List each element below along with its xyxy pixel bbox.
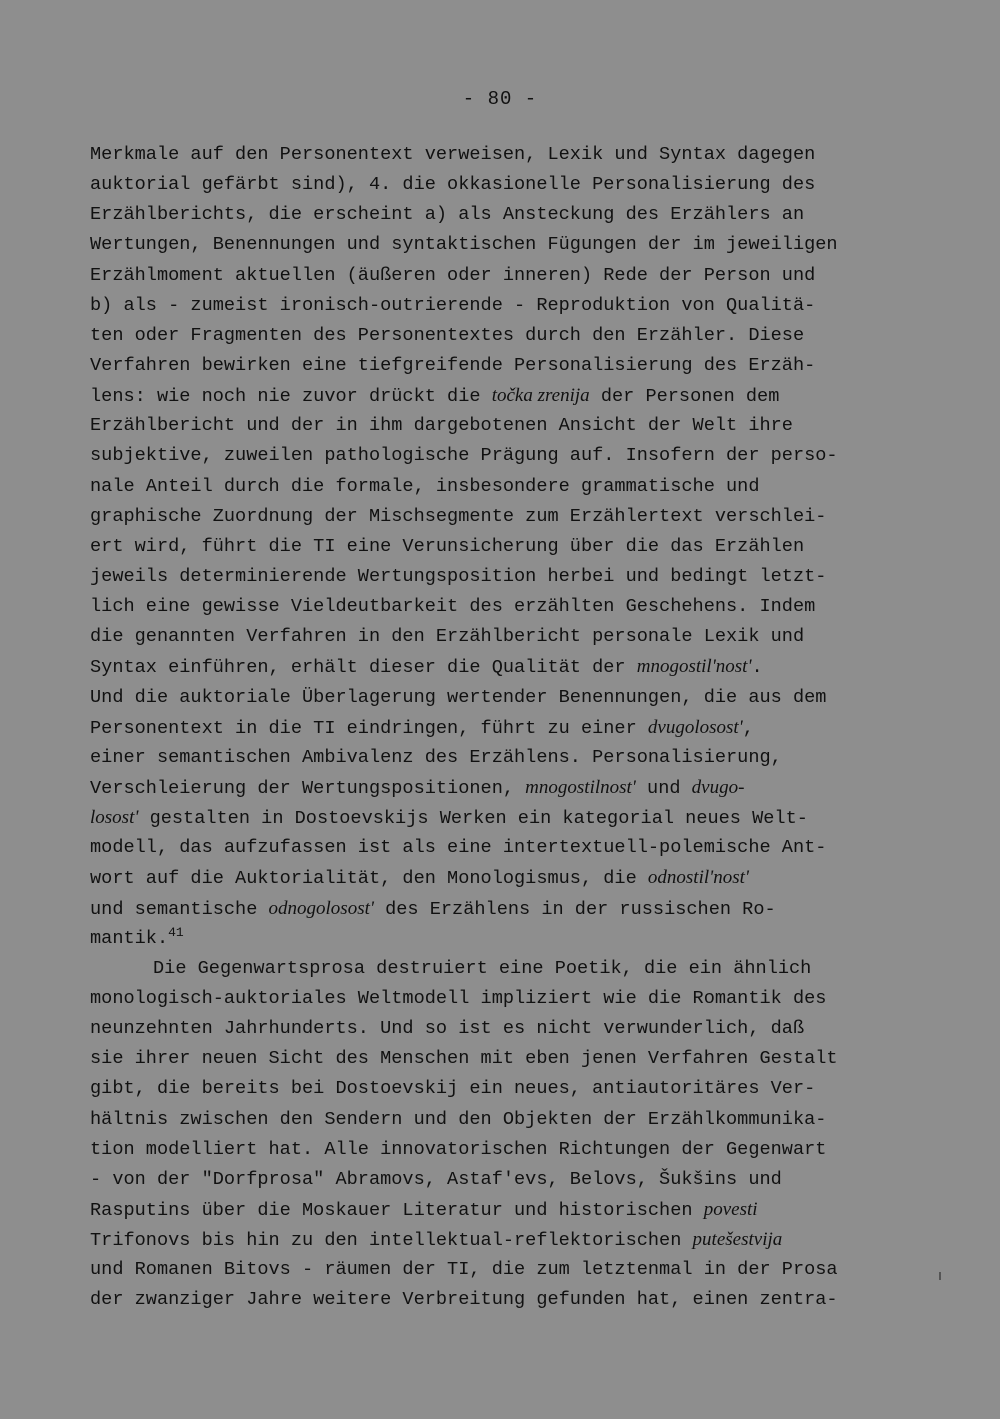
line-text: gestalten in Dostoevskijs Werken ein kategorial neues Welt- — [138, 808, 808, 830]
line-text: und semantische — [90, 898, 269, 920]
text-line — [90, 1195, 910, 1225]
text-line: ten oder Fragmenten des Personentextes durch den Erzähler. Diese — [90, 324, 805, 346]
line-text: Trifonovs bis hin zu den intellektual-reflektorischen — [90, 1230, 693, 1252]
italic-term: odnogolosost' — [268, 897, 374, 919]
text-line — [90, 863, 910, 893]
italic-term: točka zrenija — [491, 385, 590, 407]
italic-term: odnostil'nost' — [647, 867, 749, 889]
text-line — [90, 713, 910, 743]
text-line: gibt, die bereits bei Dostoevskij ein neues, antiautoritäres Ver- — [90, 1078, 816, 1100]
text-line: Verfahren bewirken eine tiefgreifende Personalisierung des Erzäh- — [90, 354, 816, 376]
text-line: graphische Zuordnung der Mischsegmente zum Erzählertext verschlei- — [90, 505, 827, 527]
italic-term: dvugolosost' — [647, 716, 743, 738]
italic-term: putešestvija — [692, 1229, 783, 1251]
text-line — [90, 381, 910, 411]
text-line: Erzählbericht und der in ihm dargebotenen Ansicht der Welt ihre — [90, 415, 793, 437]
italic-term: losost' — [90, 807, 139, 829]
line-text: . — [751, 657, 763, 679]
footnote-ref: 41 — [168, 924, 184, 940]
text-line: Erzählmoment aktuellen (äußeren oder inneren) Rede der Person und — [90, 264, 816, 286]
text-line: monologisch-auktoriales Weltmodell impliziert wie die Romantik des — [90, 987, 827, 1009]
line-text: wort auf die Auktorialität, den Monologismus, die — [90, 868, 648, 890]
text-line: hältnis zwischen den Sendern und den Objekten der Erzählkommunika- — [90, 1108, 827, 1130]
text-line — [90, 894, 910, 924]
text-line: sie ihrer neuen Sicht des Menschen mit eben jenen Verfahren Gestalt — [90, 1048, 838, 1070]
text-line: die genannten Verfahren in den Erzählbericht personale Lexik und — [90, 626, 805, 648]
text-line: jeweils determinierende Wertungsposition herbei und bedingt letzt- — [90, 565, 827, 587]
italic-term: mnogostil'nost' — [636, 656, 752, 678]
line-text: der Personen dem — [589, 386, 780, 408]
italic-term: mnogostilnost' — [525, 776, 636, 798]
text-line: b) als - zumeist ironisch-outrierende - Reproduktion von Qualitä- — [90, 294, 816, 316]
margin-mark — [939, 1272, 941, 1280]
body-text — [90, 140, 910, 1315]
line-text: Syntax einführen, erhält dieser die Qualität der — [90, 657, 637, 679]
text-line: Und die auktoriale Überlagerung wertender Benennungen, die aus dem — [90, 686, 827, 708]
line-text: , — [742, 717, 754, 739]
text-line — [90, 1225, 910, 1255]
text-line: der zwanziger Jahre weitere Verbreitung gefunden hat, einen zentra- — [90, 1289, 838, 1311]
text-line: einer semantischen Ambivalenz des Erzählens. Personalisierung, — [90, 746, 782, 768]
line-text: und — [635, 777, 692, 799]
text-line: nale Anteil durch die formale, insbesondere grammatische und — [90, 475, 760, 497]
text-line: Erzählberichts, die erscheint a) als Ansteckung des Erzählers an — [90, 204, 805, 226]
line-text: Verschleierung der Wertungspositionen, — [90, 777, 526, 799]
text-line: neunzehnten Jahrhunderts. Und so ist es nicht verwunderlich, daß — [90, 1018, 805, 1040]
line-text: des Erzählens in der russischen Ro- — [373, 898, 776, 920]
text-line: tion modelliert hat. Alle innovatorischen Richtungen der Gegenwart — [90, 1138, 827, 1160]
line-text: lens: wie noch nie zuvor drückt die — [90, 386, 492, 408]
text-line: - von der "Dorfprosa" Abramovs, Astaf'evs, Belovs, Šukšins und — [90, 1168, 782, 1190]
text-line: ert wird, führt die TI eine Verunsicherung über die das Erzählen — [90, 535, 805, 557]
line-text: Rasputins über die Moskauer Literatur und historischen — [90, 1199, 704, 1221]
italic-term: dvugo- — [691, 776, 745, 798]
text-line: Wertungen, Benennungen und syntaktischen Fügungen der im jeweiligen — [90, 234, 838, 256]
italic-term: povesti — [703, 1198, 758, 1220]
text-line — [90, 652, 910, 682]
page-number: - 80 - — [462, 88, 538, 110]
text-line: Merkmale auf den Personentext verweisen, Lexik und Syntax dagegen — [90, 144, 816, 165]
text-line: auktorial gefärbt sind), 4. die okkasionelle Personalisierung des — [90, 174, 816, 196]
text-line — [90, 924, 910, 954]
text-line: lich eine gewisse Vieldeutbarkeit des erzählten Geschehens. Indem — [90, 596, 816, 618]
text-line: subjektive, zuweilen pathologische Prägung auf. Insofern der perso- — [90, 445, 838, 467]
line-text: mantik. — [90, 927, 169, 949]
text-line — [90, 803, 910, 833]
text-line — [90, 773, 910, 803]
text-line: und Romanen Bitovs - räumen der TI, die zum letztenmal in der Prosa — [90, 1259, 838, 1281]
text-line: Die Gegenwartsprosa destruiert eine Poetik, die ein ähnlich — [153, 957, 812, 979]
line-text: Personentext in die TI eindringen, führt zu einer — [90, 717, 648, 739]
text-line: modell, das aufzufassen ist als eine intertextuell-polemische Ant- — [90, 837, 827, 859]
